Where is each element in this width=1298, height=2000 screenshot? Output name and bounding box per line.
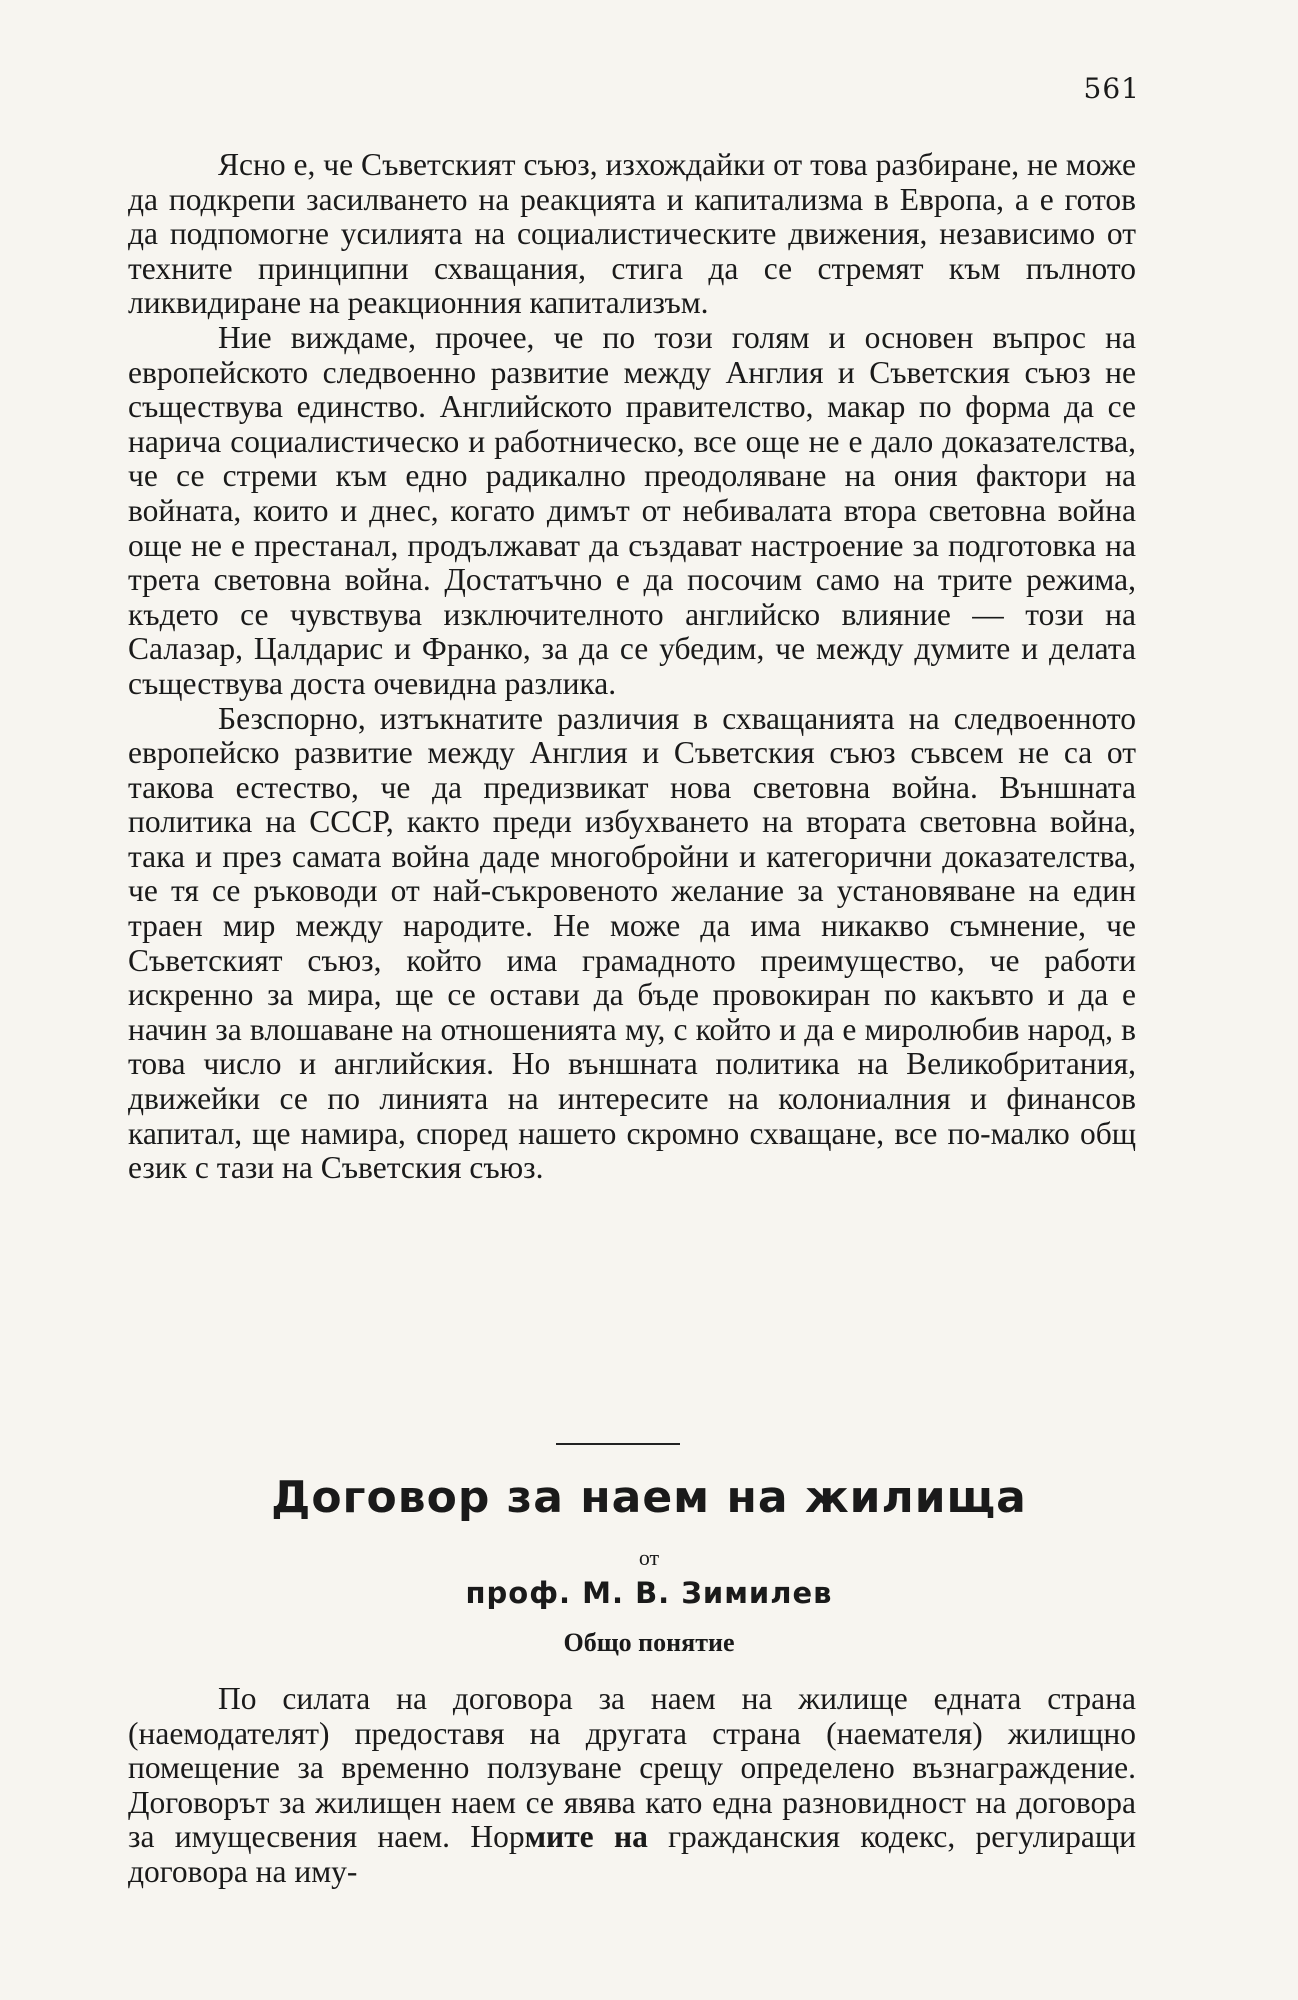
paragraph: Ние виждаме, прочее, че по този голям и основен въпрос на европейското следвоенно развитие между Англия и Съветския съюз не съществува единство. Английското правителство, макар по форма да се нарича социалистическо и работническо, все още не е дало доказателства, че се стреми към едно радикално преодоляване на ония фактори на войната, които и днес, когато димът от небивалата втора световна война още не е престанал, продължават да създават настроение за подготовка на трета световна война. Достатъчно е да посочим само на трите режима, където се чувствува изключителното английско влияние — този на Салазар, Цалдарис и Франко, за да се убедим, че между думите и делата съществува доста очевидна разлика. [128, 319, 1136, 701]
author-name: проф. М. В. Зимилев [465, 1576, 833, 1610]
article-text [128, 1682, 1136, 1890]
paragraph: Безспорно, изтъкнатите различия в схващанията на следвоенното европейско развитие между Англия и Съветския съюз съвсем не са от такова естество, че да предизвикат нова световна война. Външната политика на СССР, както преди избухването на втората световна война, така и през самата война даде многобройни и категорични доказателства, че тя се ръководи от най-съкровеното желание за установяване на един траен мир между народите. Не може да има никакво съмнение, че Съветският съюз, който има грамадното преимущество, че работи искренно за мира, ще се остави да бъде провокиран по какъвто и да е начин за влошаване на отношенията му, с който и да е миролюбив народ, в това число и английския. Но външната политика на Великобритания, движейки се по линията на интересите на колониалния и финансов капитал, ще намира, според нашето скромно схващане, все по-малко общ език с тази на Съветския съюз. [128, 700, 1136, 1186]
page-number: 561 [1083, 72, 1140, 105]
paragraph: Ясно е, че Съветският съюз, изхождайки от това разбиране, не може да подкрепи засилването на реакцията и капитализма в Европа, а е готов да подпомогне усилията на социалистическите движения, независимо от техните принципни схващания, стига да се стремят към пълното ликвидиране на реакционния капитализъм. [128, 147, 1136, 321]
article-title: Договор за наем на жилища [271, 1472, 1027, 1523]
byline-from: от [638, 1545, 660, 1570]
paragraph-main: По силата на договора за наем на жилище едната страна (наемодателят) предоставя на другата страна (наемателя) жилищно помещение за временно ползуване срещу определено възнаграждение. Договорът за жилищен наем се явява като една разновидност на договора за имущесвения наем. Нор [128, 1681, 1136, 1855]
paragraph-tail: гражданския кодекс, регулиращи договора на иму- [128, 1819, 1136, 1889]
section-divider [556, 1443, 680, 1445]
paragraph [128, 1682, 1136, 1890]
section-heading: Общо понятие [563, 1628, 735, 1657]
paragraph-bold: мите на [524, 1819, 648, 1855]
opening-text [128, 148, 1136, 1186]
